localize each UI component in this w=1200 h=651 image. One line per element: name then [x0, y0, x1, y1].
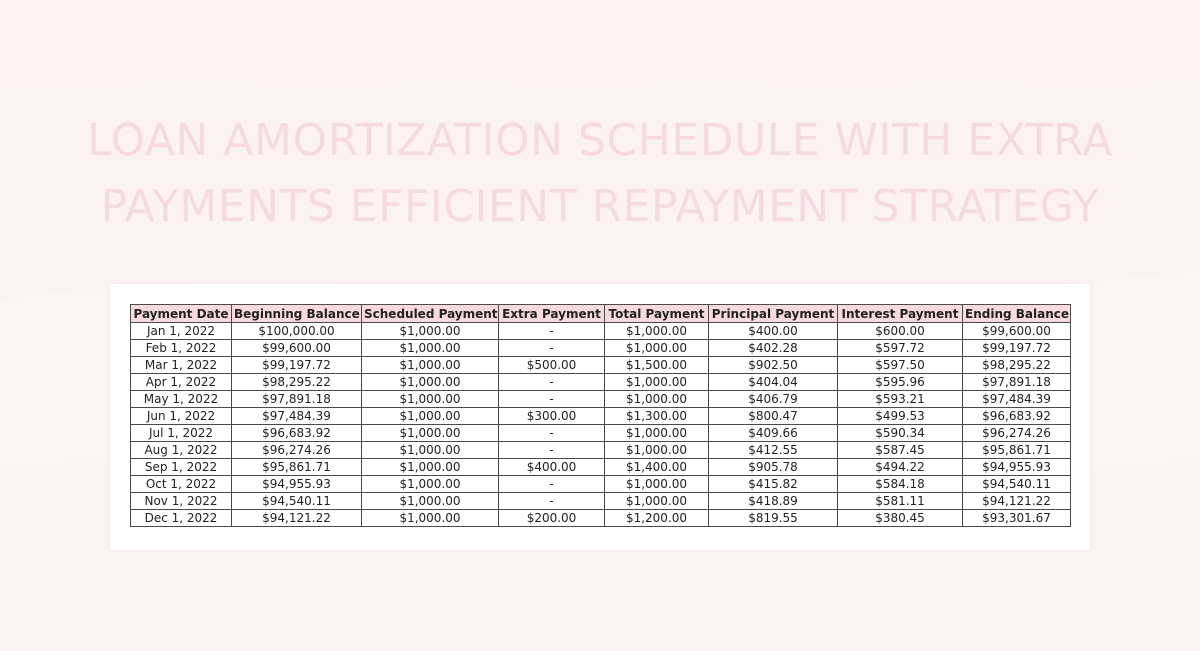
cell-payment-date: Apr 1, 2022 [131, 374, 232, 391]
cell-total-payment: $1,500.00 [605, 357, 709, 374]
cell-payment-date: Dec 1, 2022 [131, 510, 232, 527]
cell-scheduled-payment: $1,000.00 [362, 357, 499, 374]
header-total-payment: Total Payment [605, 305, 709, 323]
cell-interest-payment: $587.45 [838, 442, 963, 459]
cell-payment-date: Jan 1, 2022 [131, 323, 232, 340]
cell-extra-payment: $400.00 [499, 459, 605, 476]
cell-interest-payment: $380.45 [838, 510, 963, 527]
cell-beginning-balance: $98,295.22 [232, 374, 362, 391]
table-row [131, 425, 1071, 442]
cell-total-payment: $1,200.00 [605, 510, 709, 527]
cell-interest-payment: $593.21 [838, 391, 963, 408]
cell-beginning-balance: $96,683.92 [232, 425, 362, 442]
page-title-line-1: LOAN AMORTIZATION SCHEDULE WITH EXTRA [87, 115, 1113, 166]
cell-beginning-balance: $96,274.26 [232, 442, 362, 459]
header-extra-payment: Extra Payment [499, 305, 605, 323]
cell-principal-payment: $406.79 [709, 391, 838, 408]
table-row [131, 510, 1071, 527]
schedule-card [110, 284, 1090, 550]
cell-ending-balance: $96,274.26 [963, 425, 1071, 442]
cell-principal-payment: $404.04 [709, 374, 838, 391]
cell-payment-date: Oct 1, 2022 [131, 476, 232, 493]
cell-scheduled-payment: $1,000.00 [362, 340, 499, 357]
cell-extra-payment: $300.00 [499, 408, 605, 425]
cell-interest-payment: $600.00 [838, 323, 963, 340]
cell-principal-payment: $418.89 [709, 493, 838, 510]
cell-scheduled-payment: $1,000.00 [362, 510, 499, 527]
header-payment-date: Payment Date [131, 305, 232, 323]
cell-beginning-balance: $100,000.00 [232, 323, 362, 340]
cell-principal-payment: $409.66 [709, 425, 838, 442]
cell-principal-payment: $800.47 [709, 408, 838, 425]
cell-total-payment: $1,400.00 [605, 459, 709, 476]
cell-payment-date: May 1, 2022 [131, 391, 232, 408]
cell-interest-payment: $494.22 [838, 459, 963, 476]
cell-extra-payment: $500.00 [499, 357, 605, 374]
cell-payment-date: Sep 1, 2022 [131, 459, 232, 476]
amortization-table [130, 304, 1071, 527]
table-row [131, 408, 1071, 425]
cell-ending-balance: $94,540.11 [963, 476, 1071, 493]
cell-beginning-balance: $94,955.93 [232, 476, 362, 493]
cell-interest-payment: $499.53 [838, 408, 963, 425]
cell-ending-balance: $98,295.22 [963, 357, 1071, 374]
cell-scheduled-payment: $1,000.00 [362, 408, 499, 425]
cell-extra-payment: - [499, 476, 605, 493]
table-row [131, 391, 1071, 408]
cell-beginning-balance: $99,600.00 [232, 340, 362, 357]
cell-interest-payment: $584.18 [838, 476, 963, 493]
cell-ending-balance: $97,891.18 [963, 374, 1071, 391]
cell-interest-payment: $590.34 [838, 425, 963, 442]
cell-ending-balance: $94,121.22 [963, 493, 1071, 510]
cell-scheduled-payment: $1,000.00 [362, 459, 499, 476]
cell-scheduled-payment: $1,000.00 [362, 374, 499, 391]
cell-ending-balance: $94,955.93 [963, 459, 1071, 476]
cell-extra-payment: - [499, 493, 605, 510]
page-title-line-2: PAYMENTS EFFICIENT REPAYMENT STRATEGY [100, 181, 1100, 232]
cell-total-payment: $1,000.00 [605, 374, 709, 391]
cell-payment-date: Feb 1, 2022 [131, 340, 232, 357]
cell-payment-date: Jul 1, 2022 [131, 425, 232, 442]
cell-total-payment: $1,000.00 [605, 425, 709, 442]
cell-total-payment: $1,000.00 [605, 323, 709, 340]
header-interest-payment: Interest Payment [838, 305, 963, 323]
cell-principal-payment: $415.82 [709, 476, 838, 493]
cell-total-payment: $1,300.00 [605, 408, 709, 425]
cell-extra-payment: - [499, 340, 605, 357]
cell-beginning-balance: $97,484.39 [232, 408, 362, 425]
cell-extra-payment: - [499, 391, 605, 408]
cell-interest-payment: $597.50 [838, 357, 963, 374]
cell-scheduled-payment: $1,000.00 [362, 323, 499, 340]
cell-total-payment: $1,000.00 [605, 442, 709, 459]
table-row [131, 357, 1071, 374]
cell-ending-balance: $97,484.39 [963, 391, 1071, 408]
table-row [131, 323, 1071, 340]
cell-extra-payment: $200.00 [499, 510, 605, 527]
cell-principal-payment: $412.55 [709, 442, 838, 459]
cell-extra-payment: - [499, 323, 605, 340]
cell-total-payment: $1,000.00 [605, 340, 709, 357]
table-row [131, 374, 1071, 391]
cell-interest-payment: $597.72 [838, 340, 963, 357]
cell-ending-balance: $99,197.72 [963, 340, 1071, 357]
table-body [131, 323, 1071, 527]
cell-principal-payment: $905.78 [709, 459, 838, 476]
cell-extra-payment: - [499, 425, 605, 442]
cell-scheduled-payment: $1,000.00 [362, 476, 499, 493]
cell-extra-payment: - [499, 374, 605, 391]
cell-ending-balance: $96,683.92 [963, 408, 1071, 425]
table-row [131, 493, 1071, 510]
header-principal-payment: Principal Payment [709, 305, 838, 323]
cell-principal-payment: $400.00 [709, 323, 838, 340]
cell-ending-balance: $99,600.00 [963, 323, 1071, 340]
table-row [131, 340, 1071, 357]
cell-payment-date: Mar 1, 2022 [131, 357, 232, 374]
cell-payment-date: Nov 1, 2022 [131, 493, 232, 510]
cell-ending-balance: $95,861.71 [963, 442, 1071, 459]
cell-beginning-balance: $99,197.72 [232, 357, 362, 374]
cell-payment-date: Jun 1, 2022 [131, 408, 232, 425]
cell-scheduled-payment: $1,000.00 [362, 493, 499, 510]
cell-total-payment: $1,000.00 [605, 476, 709, 493]
cell-beginning-balance: $94,540.11 [232, 493, 362, 510]
cell-principal-payment: $402.28 [709, 340, 838, 357]
cell-extra-payment: - [499, 442, 605, 459]
table-header-row [131, 305, 1071, 323]
page-title [0, 108, 1200, 240]
cell-ending-balance: $93,301.67 [963, 510, 1071, 527]
cell-principal-payment: $819.55 [709, 510, 838, 527]
cell-beginning-balance: $97,891.18 [232, 391, 362, 408]
cell-scheduled-payment: $1,000.00 [362, 442, 499, 459]
cell-beginning-balance: $94,121.22 [232, 510, 362, 527]
table-row [131, 442, 1071, 459]
cell-scheduled-payment: $1,000.00 [362, 425, 499, 442]
cell-interest-payment: $581.11 [838, 493, 963, 510]
cell-interest-payment: $595.96 [838, 374, 963, 391]
cell-principal-payment: $902.50 [709, 357, 838, 374]
table-row [131, 459, 1071, 476]
header-scheduled-payment: Scheduled Payment [362, 305, 499, 323]
cell-payment-date: Aug 1, 2022 [131, 442, 232, 459]
header-beginning-balance: Beginning Balance [232, 305, 362, 323]
cell-total-payment: $1,000.00 [605, 391, 709, 408]
cell-total-payment: $1,000.00 [605, 493, 709, 510]
header-ending-balance: Ending Balance [963, 305, 1071, 323]
table-row [131, 476, 1071, 493]
cell-beginning-balance: $95,861.71 [232, 459, 362, 476]
cell-scheduled-payment: $1,000.00 [362, 391, 499, 408]
